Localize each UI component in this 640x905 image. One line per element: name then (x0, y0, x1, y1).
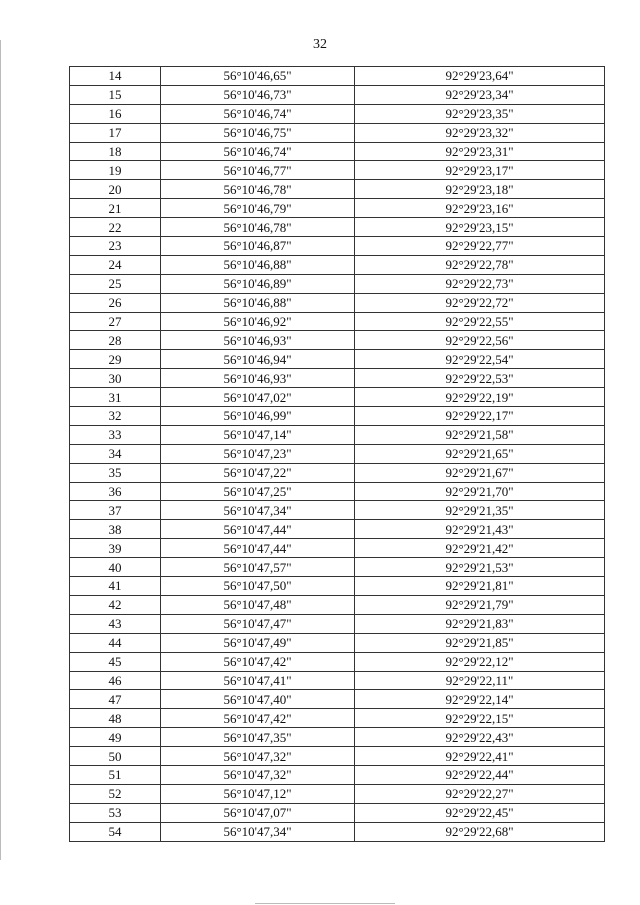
point-number-cell: 54 (70, 822, 161, 841)
table-row (70, 425, 605, 444)
table-row (70, 822, 605, 841)
table-row (70, 142, 605, 161)
table-row (70, 765, 605, 784)
table-row (70, 67, 605, 86)
point-number-cell: 42 (70, 595, 161, 614)
table-row (70, 444, 605, 463)
latitude-cell: 56°10'46,99" (161, 407, 355, 426)
point-number-cell: 33 (70, 425, 161, 444)
point-number-cell: 19 (70, 161, 161, 180)
point-number-cell: 26 (70, 293, 161, 312)
longitude-cell: 92°29'23,35" (355, 104, 605, 123)
longitude-cell: 92°29'22,19" (355, 388, 605, 407)
point-number-cell: 14 (70, 67, 161, 86)
latitude-cell: 56°10'46,74" (161, 142, 355, 161)
latitude-cell: 56°10'46,73" (161, 85, 355, 104)
latitude-cell: 56°10'46,87" (161, 237, 355, 256)
point-number-cell: 40 (70, 558, 161, 577)
longitude-cell: 92°29'21,83" (355, 614, 605, 633)
point-number-cell: 48 (70, 709, 161, 728)
longitude-cell: 92°29'22,17" (355, 407, 605, 426)
table-row (70, 539, 605, 558)
longitude-cell: 92°29'21,79" (355, 595, 605, 614)
point-number-cell: 27 (70, 312, 161, 331)
table-row (70, 274, 605, 293)
longitude-cell: 92°29'22,45" (355, 803, 605, 822)
latitude-cell: 56°10'47,32" (161, 765, 355, 784)
latitude-cell: 56°10'47,50" (161, 577, 355, 596)
point-number-cell: 38 (70, 520, 161, 539)
point-number-cell: 39 (70, 539, 161, 558)
page-number: 32 (313, 37, 327, 52)
latitude-cell: 56°10'46,79" (161, 199, 355, 218)
longitude-cell: 92°29'22,11" (355, 671, 605, 690)
point-number-cell: 32 (70, 407, 161, 426)
longitude-cell: 92°29'22,54" (355, 350, 605, 369)
table-row (70, 784, 605, 803)
latitude-cell: 56°10'46,93" (161, 331, 355, 350)
longitude-cell: 92°29'22,53" (355, 369, 605, 388)
longitude-cell: 92°29'22,12" (355, 652, 605, 671)
longitude-cell: 92°29'21,53" (355, 558, 605, 577)
table-row (70, 199, 605, 218)
longitude-cell: 92°29'23,17" (355, 161, 605, 180)
point-number-cell: 31 (70, 388, 161, 407)
longitude-cell: 92°29'21,65" (355, 444, 605, 463)
latitude-cell: 56°10'46,92" (161, 312, 355, 331)
point-number-cell: 41 (70, 577, 161, 596)
latitude-cell: 56°10'46,78" (161, 218, 355, 237)
latitude-cell: 56°10'47,57" (161, 558, 355, 577)
latitude-cell: 56°10'47,34" (161, 501, 355, 520)
table-row (70, 312, 605, 331)
longitude-cell: 92°29'21,43" (355, 520, 605, 539)
latitude-cell: 56°10'47,42" (161, 709, 355, 728)
table-row (70, 633, 605, 652)
latitude-cell: 56°10'47,47" (161, 614, 355, 633)
longitude-cell: 92°29'23,64" (355, 67, 605, 86)
longitude-cell: 92°29'22,55" (355, 312, 605, 331)
table-row (70, 104, 605, 123)
table-row (70, 350, 605, 369)
table-row (70, 709, 605, 728)
longitude-cell: 92°29'22,56" (355, 331, 605, 350)
scan-edge-mark-left (0, 40, 1, 860)
point-number-cell: 21 (70, 199, 161, 218)
point-number-cell: 52 (70, 784, 161, 803)
longitude-cell: 92°29'21,58" (355, 425, 605, 444)
longitude-cell: 92°29'22,78" (355, 255, 605, 274)
table-row (70, 237, 605, 256)
point-number-cell: 30 (70, 369, 161, 388)
longitude-cell: 92°29'22,73" (355, 274, 605, 293)
coordinates-table-body (70, 67, 605, 842)
table-row (70, 255, 605, 274)
point-number-cell: 46 (70, 671, 161, 690)
table-row (70, 728, 605, 747)
latitude-cell: 56°10'47,44" (161, 520, 355, 539)
point-number-cell: 16 (70, 104, 161, 123)
point-number-cell: 25 (70, 274, 161, 293)
latitude-cell: 56°10'47,40" (161, 690, 355, 709)
latitude-cell: 56°10'46,78" (161, 180, 355, 199)
point-number-cell: 29 (70, 350, 161, 369)
longitude-cell: 92°29'23,32" (355, 123, 605, 142)
point-number-cell: 28 (70, 331, 161, 350)
longitude-cell: 92°29'23,34" (355, 85, 605, 104)
latitude-cell: 56°10'47,32" (161, 747, 355, 766)
point-number-cell: 43 (70, 614, 161, 633)
table-row (70, 652, 605, 671)
table-row (70, 369, 605, 388)
table-row (70, 690, 605, 709)
longitude-cell: 92°29'23,16" (355, 199, 605, 218)
latitude-cell: 56°10'46,77" (161, 161, 355, 180)
table-row (70, 577, 605, 596)
latitude-cell: 56°10'46,89" (161, 274, 355, 293)
point-number-cell: 20 (70, 180, 161, 199)
table-row (70, 501, 605, 520)
scan-edge-mark-bottom (255, 903, 395, 904)
table-row (70, 803, 605, 822)
longitude-cell: 92°29'21,42" (355, 539, 605, 558)
latitude-cell: 56°10'47,44" (161, 539, 355, 558)
point-number-cell: 36 (70, 482, 161, 501)
point-number-cell: 37 (70, 501, 161, 520)
point-number-cell: 15 (70, 85, 161, 104)
longitude-cell: 92°29'23,18" (355, 180, 605, 199)
latitude-cell: 56°10'47,22" (161, 463, 355, 482)
table-row (70, 614, 605, 633)
table-row (70, 293, 605, 312)
point-number-cell: 44 (70, 633, 161, 652)
latitude-cell: 56°10'47,14" (161, 425, 355, 444)
longitude-cell: 92°29'22,27" (355, 784, 605, 803)
table-row (70, 595, 605, 614)
latitude-cell: 56°10'46,75" (161, 123, 355, 142)
table-row (70, 482, 605, 501)
table-row (70, 180, 605, 199)
longitude-cell: 92°29'22,68" (355, 822, 605, 841)
latitude-cell: 56°10'47,41" (161, 671, 355, 690)
longitude-cell: 92°29'22,72" (355, 293, 605, 312)
latitude-cell: 56°10'46,94" (161, 350, 355, 369)
table-row (70, 161, 605, 180)
longitude-cell: 92°29'22,77" (355, 237, 605, 256)
latitude-cell: 56°10'47,07" (161, 803, 355, 822)
longitude-cell: 92°29'21,67" (355, 463, 605, 482)
table-row (70, 123, 605, 142)
point-number-cell: 51 (70, 765, 161, 784)
point-number-cell: 49 (70, 728, 161, 747)
point-number-cell: 47 (70, 690, 161, 709)
latitude-cell: 56°10'47,49" (161, 633, 355, 652)
table-row (70, 747, 605, 766)
longitude-cell: 92°29'22,14" (355, 690, 605, 709)
latitude-cell: 56°10'47,25" (161, 482, 355, 501)
latitude-cell: 56°10'47,12" (161, 784, 355, 803)
longitude-cell: 92°29'22,15" (355, 709, 605, 728)
point-number-cell: 22 (70, 218, 161, 237)
point-number-cell: 17 (70, 123, 161, 142)
point-number-cell: 24 (70, 255, 161, 274)
latitude-cell: 56°10'47,35" (161, 728, 355, 747)
latitude-cell: 56°10'47,02" (161, 388, 355, 407)
table-row (70, 407, 605, 426)
longitude-cell: 92°29'21,85" (355, 633, 605, 652)
table-row (70, 463, 605, 482)
longitude-cell: 92°29'23,31" (355, 142, 605, 161)
latitude-cell: 56°10'46,88" (161, 255, 355, 274)
point-number-cell: 18 (70, 142, 161, 161)
latitude-cell: 56°10'46,93" (161, 369, 355, 388)
latitude-cell: 56°10'46,65" (161, 67, 355, 86)
point-number-cell: 35 (70, 463, 161, 482)
longitude-cell: 92°29'21,81" (355, 577, 605, 596)
latitude-cell: 56°10'47,42" (161, 652, 355, 671)
table-row (70, 671, 605, 690)
longitude-cell: 92°29'22,44" (355, 765, 605, 784)
table-row (70, 558, 605, 577)
table-row (70, 388, 605, 407)
table-row (70, 218, 605, 237)
coordinates-table (69, 66, 605, 842)
longitude-cell: 92°29'21,35" (355, 501, 605, 520)
longitude-cell: 92°29'21,70" (355, 482, 605, 501)
point-number-cell: 34 (70, 444, 161, 463)
longitude-cell: 92°29'22,43" (355, 728, 605, 747)
latitude-cell: 56°10'46,74" (161, 104, 355, 123)
latitude-cell: 56°10'47,34" (161, 822, 355, 841)
table-row (70, 520, 605, 539)
table-row (70, 331, 605, 350)
latitude-cell: 56°10'46,88" (161, 293, 355, 312)
point-number-cell: 45 (70, 652, 161, 671)
longitude-cell: 92°29'23,15" (355, 218, 605, 237)
table-row (70, 85, 605, 104)
point-number-cell: 53 (70, 803, 161, 822)
point-number-cell: 50 (70, 747, 161, 766)
latitude-cell: 56°10'47,48" (161, 595, 355, 614)
point-number-cell: 23 (70, 237, 161, 256)
latitude-cell: 56°10'47,23" (161, 444, 355, 463)
longitude-cell: 92°29'22,41" (355, 747, 605, 766)
